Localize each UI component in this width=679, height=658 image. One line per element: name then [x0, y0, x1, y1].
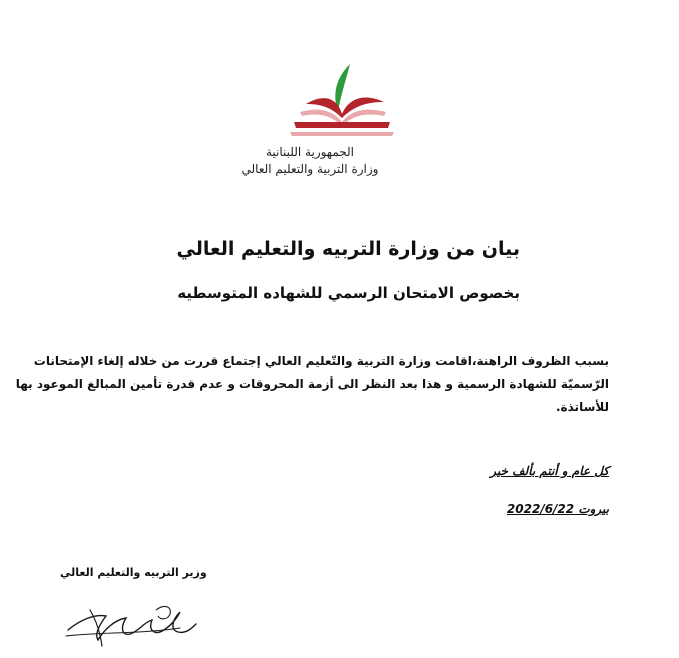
- org-name-line2: وزارة التربية والتعليم العالي: [241, 162, 379, 176]
- body-line: بسبب الظروف الراهنة،اقامت وزارة التربية والتّعليم العالي إجتماع قررت من خلاله إلغاء الإمتحانات: [33, 354, 609, 368]
- document-title: بيان من وزارة التربيه والتعليم العالي: [176, 238, 520, 260]
- body-line: للأساتذة.: [555, 400, 609, 414]
- date-line: بيروت 2022/6/22: [506, 502, 609, 516]
- greeting-line: كل عام و أنتم بألف خير: [490, 464, 609, 478]
- org-name-line1: الجمهورية اللبنانية: [265, 145, 355, 159]
- minister-title: وزير التربيه والتعليم العالي: [60, 566, 207, 579]
- body-line: الرّسميّة للشهادة الرسمية و هذا بعد النظر الى أزمة المحروقات و عدم قدرة تأمين المبالغ الموعود بها: [15, 377, 609, 391]
- document-subtitle: بخصوص الامتحان الرسمي للشهاده المتوسطيه: [177, 284, 520, 302]
- ministry-logo-icon: [266, 58, 416, 138]
- signature-icon: [60, 590, 200, 652]
